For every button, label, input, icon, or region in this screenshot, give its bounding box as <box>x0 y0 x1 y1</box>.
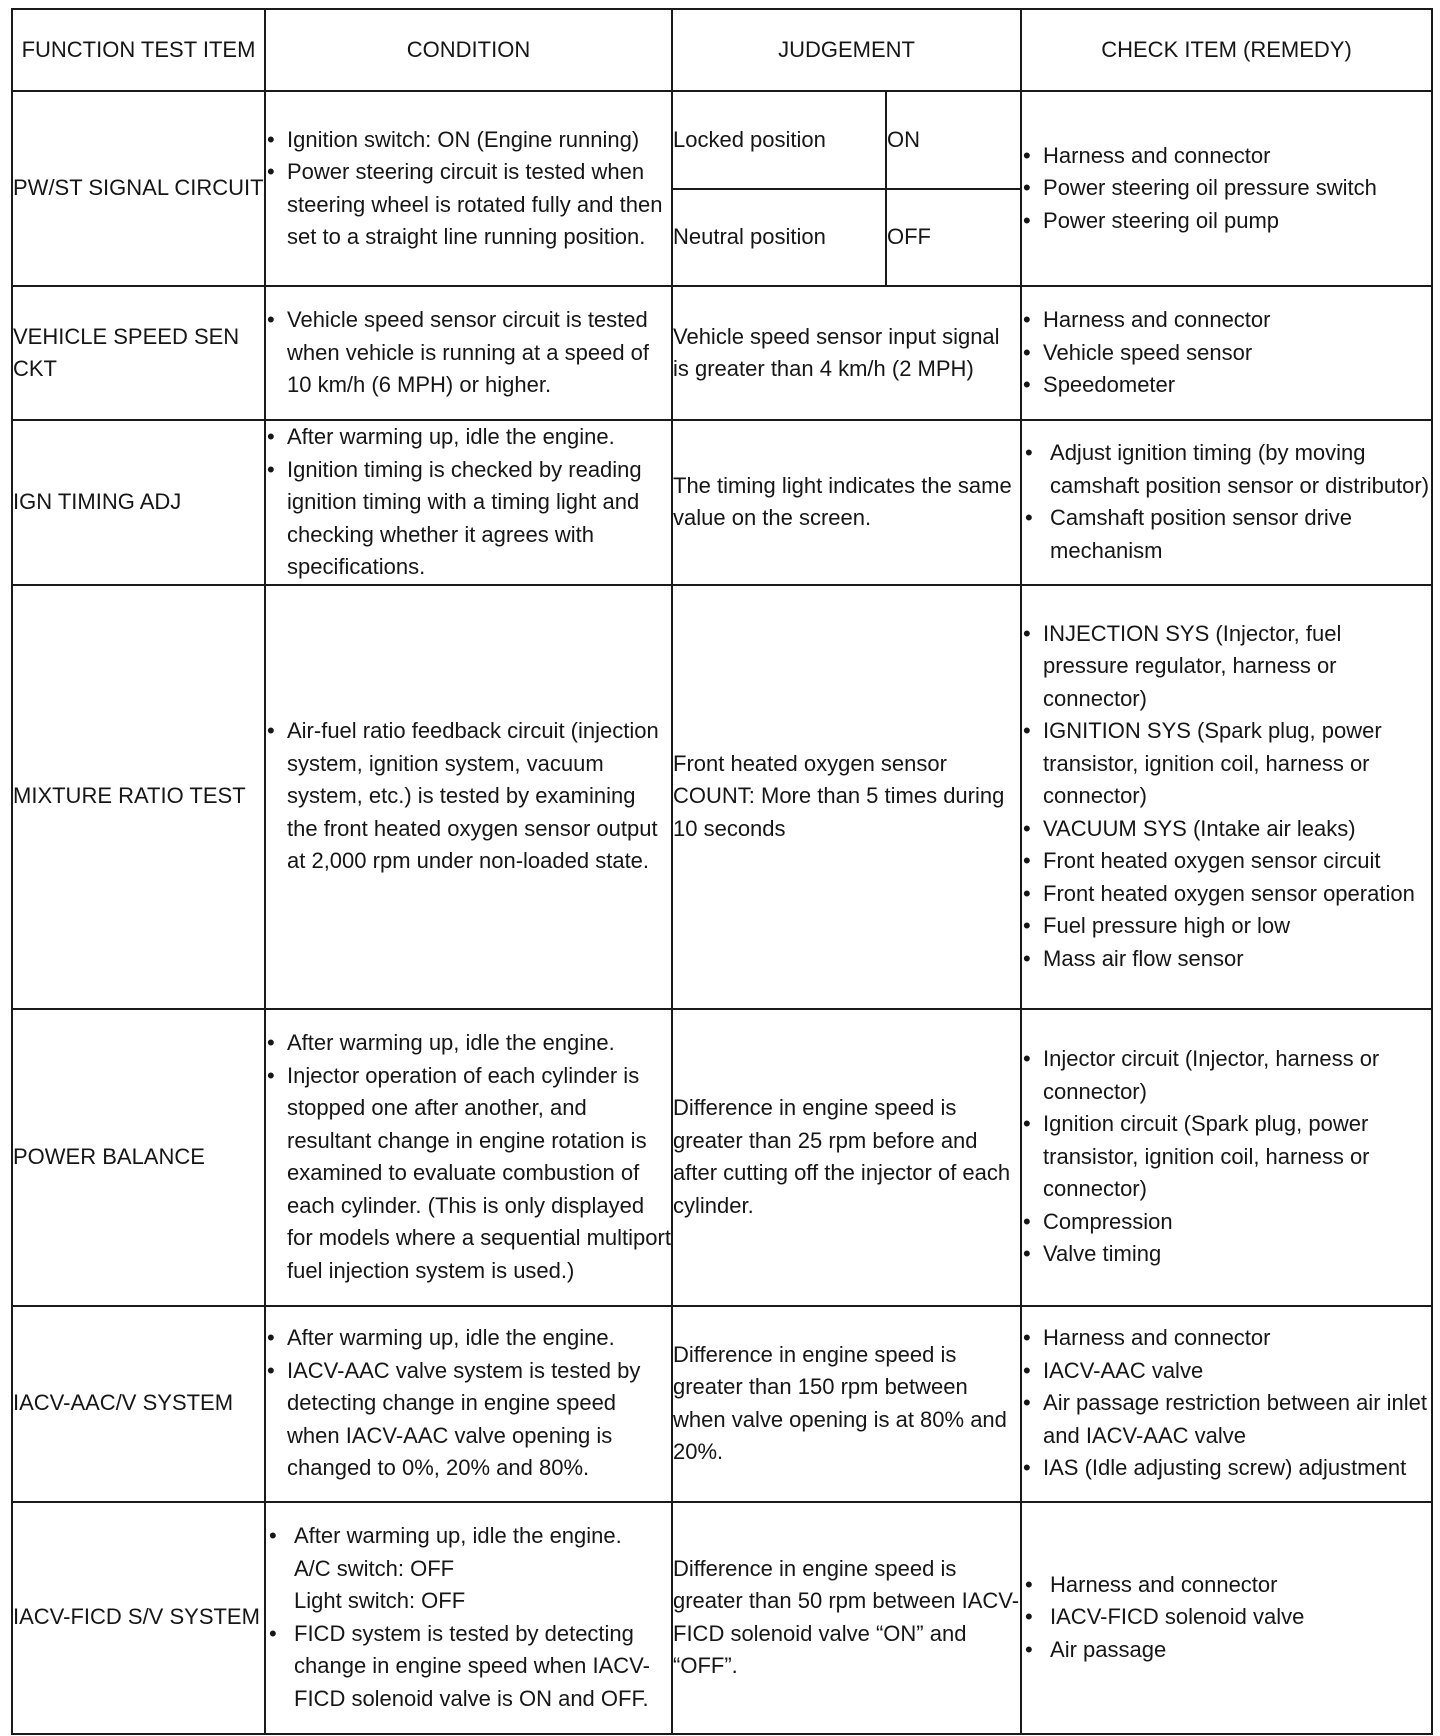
item-pwst: PW/ST SIGNAL CIRCUIT <box>12 91 265 286</box>
check-ign <box>1021 420 1432 585</box>
condition-pwst <box>265 91 672 286</box>
condition-bullet: • Ignition switch: ON (Engine running) <box>266 124 671 157</box>
check-bullet: • Injector circuit (Injector, harness or connector) <box>1022 1043 1431 1108</box>
condition-bullet: • Power steering circuit is tested when steering wheel is rotated fully and then set to a straight line running position. <box>266 156 671 254</box>
judgement-value: ON <box>886 91 1021 189</box>
condition-bullet: • IACV-AAC valve system is tested by detecting change in engine speed when IACV-AAC valve opening is changed to 0%, 20% and 80%. <box>266 1355 671 1485</box>
check-bullet: • Adjust ignition timing (by moving camshaft position sensor or distributor) <box>1022 437 1431 502</box>
table-row <box>12 1502 1432 1734</box>
judgement-iacv: Difference in engine speed is greater than 150 rpm between when valve opening is at 80% and 20%. <box>672 1306 1021 1502</box>
condition-bullet: • Vehicle speed sensor circuit is tested when vehicle is running at a speed of 10 km/h (6 MPH) or higher. <box>266 304 671 402</box>
condition-bullet: • Air-fuel ratio feedback circuit (injection system, ignition system, vacuum system, etc.) is tested by examining the front heated oxygen sensor output at 2,000 rpm under non-loaded state. <box>266 715 671 878</box>
check-bullet: • Mass air flow sensor <box>1022 943 1431 976</box>
check-bullet: • Compression <box>1022 1206 1431 1239</box>
judgement-value: OFF <box>886 189 1021 286</box>
check-bullet: • VACUUM SYS (Intake air leaks) <box>1022 813 1431 846</box>
check-bullet: • Power steering oil pump <box>1022 205 1431 238</box>
check-vss <box>1021 286 1432 420</box>
item-iacv: IACV-AAC/V SYSTEM <box>12 1306 265 1502</box>
condition-bullet: • Injector operation of each cylinder is stopped one after another, and resultant change in engine rotation is examined to evaluate combustion of each cylinder. (This is only displayed for models where a sequential multiport fuel injection system is used.) <box>266 1060 671 1288</box>
check-bullet: • Power steering oil pressure switch <box>1022 172 1431 205</box>
table-row <box>12 1306 1432 1502</box>
check-bullet: • Harness and connector <box>1022 1322 1431 1355</box>
header-function-test-item: FUNCTION TEST ITEM <box>12 9 265 91</box>
table-row <box>12 585 1432 1009</box>
check-bullet: • Vehicle speed sensor <box>1022 337 1431 370</box>
condition-bullet: • FICD system is tested by detecting change in engine speed when IACV-FICD solenoid valve is ON and OFF. <box>266 1618 671 1716</box>
condition-bullet: • After warming up, idle the engine. <box>266 1322 671 1355</box>
check-ficd <box>1021 1502 1432 1734</box>
check-bullet: • IACV-FICD solenoid valve <box>1022 1601 1431 1634</box>
item-pwr: POWER BALANCE <box>12 1009 265 1306</box>
check-bullet: • Air passage restriction between air inlet and IACV-AAC valve <box>1022 1387 1431 1452</box>
check-bullet: • Front heated oxygen sensor operation <box>1022 878 1431 911</box>
condition-bullet <box>266 1520 671 1618</box>
check-bullet: • Air passage <box>1022 1634 1431 1667</box>
condition-bullet: • After warming up, idle the engine. <box>266 1027 671 1060</box>
item-ign: IGN TIMING ADJ <box>12 420 265 585</box>
check-bullet: • Camshaft position sensor drive mechanism <box>1022 502 1431 567</box>
item-ficd: IACV-FICD S/V SYSTEM <box>12 1502 265 1734</box>
check-bullet: • Fuel pressure high or low <box>1022 910 1431 943</box>
header-judgement: JUDGEMENT <box>672 9 1021 91</box>
check-bullet: • Speedometer <box>1022 369 1431 402</box>
judgement-mix: Front heated oxygen sensor COUNT: More than 5 times during 10 seconds <box>672 585 1021 1009</box>
header-row <box>12 9 1432 91</box>
table-row <box>12 1009 1432 1306</box>
check-bullet: • Harness and connector <box>1022 1569 1431 1602</box>
check-bullet: • IGNITION SYS (Spark plug, power transistor, ignition coil, harness or connector) <box>1022 715 1431 813</box>
check-bullet: • INJECTION SYS (Injector, fuel pressure regulator, harness or connector) <box>1022 618 1431 716</box>
judgement-ign: The timing light indicates the same value on the screen. <box>672 420 1021 585</box>
check-bullet: • Harness and connector <box>1022 140 1431 173</box>
judgement-pwr: Difference in engine speed is greater than 25 rpm before and after cutting off the injector of each cylinder. <box>672 1009 1021 1306</box>
check-bullet: • Ignition circuit (Spark plug, power transistor, ignition coil, harness or connector) <box>1022 1108 1431 1206</box>
condition-vss <box>265 286 672 420</box>
condition-subline: A/C switch: OFF <box>294 1555 455 1581</box>
condition-ign <box>265 420 672 585</box>
document-page <box>11 8 1431 1730</box>
table-row <box>12 420 1432 585</box>
condition-bullet: • After warming up, idle the engine. <box>266 421 671 454</box>
condition-subline: Light switch: OFF <box>294 1588 466 1613</box>
judgement-ficd: Difference in engine speed is greater than 50 rpm between IACV-FICD solenoid valve “ON” and “OFF”. <box>672 1502 1021 1734</box>
condition-mix <box>265 585 672 1009</box>
check-bullet: • Front heated oxygen sensor circuit <box>1022 845 1431 878</box>
condition-iacv <box>265 1306 672 1502</box>
header-condition: CONDITION <box>265 9 672 91</box>
judgement-vss: Vehicle speed sensor input signal is greater than 4 km/h (2 MPH) <box>672 286 1021 420</box>
check-bullet: • Harness and connector <box>1022 304 1431 337</box>
header-check-item: CHECK ITEM (REMEDY) <box>1021 9 1432 91</box>
check-bullet: • IACV-AAC valve <box>1022 1355 1431 1388</box>
judgement-state: Locked position <box>672 91 886 189</box>
condition-pwr <box>265 1009 672 1306</box>
item-vss: VEHICLE SPEED SEN CKT <box>12 286 265 420</box>
condition-ficd <box>265 1502 672 1734</box>
check-bullet: • Valve timing <box>1022 1238 1431 1271</box>
item-mix: MIXTURE RATIO TEST <box>12 585 265 1009</box>
condition-line: • After warming up, idle the engine. <box>294 1523 622 1548</box>
condition-bullet: • Ignition timing is checked by reading ignition timing with a timing light and checking whether it agrees with specifications. <box>266 454 671 584</box>
judgement-state: Neutral position <box>672 189 886 286</box>
function-test-table <box>11 8 1433 1735</box>
check-mix <box>1021 585 1432 1009</box>
check-pwst <box>1021 91 1432 286</box>
table-row <box>12 91 1432 189</box>
check-bullet: • IAS (Idle adjusting screw) adjustment <box>1022 1452 1431 1485</box>
check-iacv <box>1021 1306 1432 1502</box>
check-pwr <box>1021 1009 1432 1306</box>
table-row <box>12 286 1432 420</box>
